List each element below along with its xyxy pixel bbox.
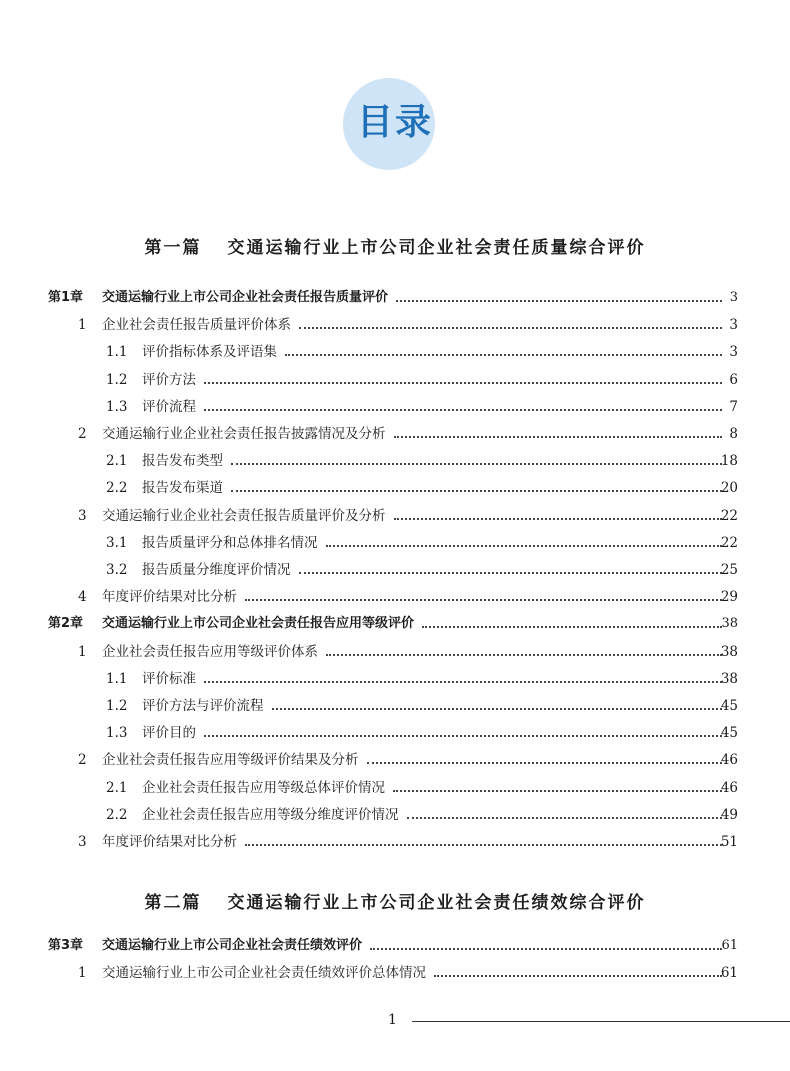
toc-entry-text: 交通运输行业企业社会责任报告质量评价及分析: [102, 507, 386, 524]
toc-entry-text: 交通运输行业上市公司企业社会责任绩效评价: [102, 938, 363, 953]
toc-entry-section[interactable]: [0, 586, 790, 608]
toc-entry-chapter[interactable]: [0, 613, 790, 635]
part-title: 交通运输行业上市公司企业社会责任质量综合评价: [227, 238, 646, 258]
toc-entry-leader: [102, 505, 722, 527]
toc-entry-page: 6: [729, 371, 738, 388]
dot-leader: [231, 490, 722, 492]
toc-entry-sub[interactable]: [0, 695, 790, 717]
toc-entry-text: 评价目的: [142, 725, 196, 742]
toc-entry-text: 报告质量评分和总体排名情况: [142, 534, 318, 551]
toc-entry-section[interactable]: [0, 641, 790, 663]
toc-entry-section[interactable]: [0, 505, 790, 527]
toc-entry-page: 45: [720, 698, 738, 714]
toc-entry-number: 4: [78, 589, 87, 606]
dot-leader: [204, 382, 722, 384]
part-number: 第一篇: [144, 238, 202, 258]
toc-entry-page: 25: [720, 562, 738, 578]
toc-entry-number: 3.1: [106, 534, 128, 551]
part-number: 第二篇: [144, 893, 202, 913]
toc-entry-sub[interactable]: [0, 369, 790, 391]
toc-entry-leader: [142, 695, 722, 717]
toc-entry-leader: [142, 450, 722, 472]
toc-entry-leader: [142, 777, 722, 799]
toc-entry-text: 企业社会责任报告应用等级评价体系: [102, 643, 318, 660]
toc-entry-chapter[interactable]: [0, 935, 790, 957]
dot-leader: [396, 300, 722, 302]
toc-entry-leader: [142, 722, 722, 744]
toc-entry-text: 评价指标体系及评语集: [142, 344, 277, 361]
dot-leader: [299, 572, 723, 574]
toc-entry-page: 3: [729, 317, 738, 334]
toc-entry-leader: [102, 287, 722, 309]
toc-entry-page: 3: [729, 344, 738, 361]
footer-rule: [412, 1021, 790, 1022]
toc-entry-sub[interactable]: [0, 559, 790, 581]
toc-entry-page: 29: [720, 589, 738, 606]
part-title: 交通运输行业上市公司企业社会责任绩效综合评价: [227, 893, 646, 913]
dot-leader: [245, 844, 722, 846]
toc-entry-section[interactable]: [0, 749, 790, 771]
toc-entry-leader: [142, 396, 722, 418]
toc-entry-page: 7: [729, 398, 738, 415]
toc-entry-leader: [102, 314, 722, 336]
toc-entry-number: 1.3: [106, 398, 128, 415]
toc-entry-text: 年度评价结果对比分析: [102, 834, 237, 850]
toc-entry-text: 评价方法与评价流程: [142, 698, 264, 714]
toc-entry-leader: [142, 559, 722, 581]
toc-entry-page: 38: [721, 616, 738, 632]
toc-entry-text: 交通运输行业上市公司企业社会责任绩效评价总体情况: [102, 965, 426, 982]
toc-entry-text: 报告发布类型: [142, 453, 223, 470]
toc-entry-text: 企业社会责任报告应用等级总体评价情况: [142, 779, 385, 796]
toc-entry-leader: [142, 477, 722, 499]
toc-entry-page: 46: [720, 779, 738, 796]
toc-entry-number: 1: [78, 965, 87, 982]
toc-entry-leader: [102, 935, 722, 957]
toc-entry-page: 61: [721, 938, 738, 953]
toc-entry-text: 评价标准: [142, 670, 196, 687]
toc-entry-page: 49: [720, 806, 738, 823]
toc-entry-number: 1: [78, 643, 87, 660]
toc-entry-number: 3.2: [106, 562, 128, 578]
dot-leader: [422, 626, 722, 628]
toc-entry-leader: [142, 341, 722, 363]
dot-leader: [231, 463, 722, 465]
toc-entry-page: 3: [729, 290, 738, 305]
toc-entry-page: 51: [720, 834, 738, 850]
dot-leader: [370, 948, 722, 950]
toc-entry-section[interactable]: [0, 962, 790, 984]
toc-entry-number: 2: [78, 752, 87, 769]
dot-leader: [245, 599, 722, 601]
dot-leader: [299, 327, 722, 329]
toc-entry-leader: [142, 804, 722, 826]
dot-leader: [326, 545, 723, 547]
toc-entry-number: 2.1: [106, 453, 128, 470]
toc-entry-number: 第1章: [48, 290, 84, 305]
toc-entry-leader: [102, 641, 722, 663]
toc-entry-text: 企业社会责任报告应用等级评价结果及分析: [102, 752, 359, 769]
toc-entry-page: 20: [720, 480, 738, 497]
toc-entry-leader: [102, 423, 722, 445]
toc-entry-leader: [102, 613, 722, 635]
toc-entry-text: 年度评价结果对比分析: [102, 589, 237, 606]
toc-entry-leader: [142, 532, 722, 554]
toc-entry-leader: [102, 962, 722, 984]
dot-leader: [204, 735, 722, 737]
toc-entry-number: 1.2: [106, 698, 128, 714]
toc-entry-sub[interactable]: [0, 396, 790, 418]
toc-entry-page: 38: [720, 670, 738, 687]
toc-entry-text: 评价方法: [142, 371, 196, 388]
toc-entry-number: 1.3: [106, 725, 128, 742]
toc-title-area: [0, 68, 790, 168]
toc-entry-sub[interactable]: [0, 804, 790, 826]
toc-entry-number: 1.1: [106, 670, 128, 687]
dot-leader: [285, 354, 722, 356]
toc-entry-sub[interactable]: [0, 450, 790, 472]
toc-entry-number: 1: [78, 317, 87, 334]
toc-entry-page: 45: [720, 725, 738, 742]
toc-entry-section[interactable]: [0, 423, 790, 445]
toc-entry-text: 交通运输行业上市公司企业社会责任报告应用等级评价: [102, 616, 415, 632]
toc-entry-number: 第3章: [48, 938, 84, 953]
toc-entry-leader: [142, 668, 722, 690]
dot-leader: [272, 708, 723, 710]
toc-entry-number: 3: [78, 507, 87, 524]
toc-entry-text: 评价流程: [142, 398, 196, 415]
dot-leader: [204, 681, 722, 683]
dot-leader: [407, 817, 723, 819]
part-heading: [0, 233, 790, 258]
dot-leader: [367, 762, 723, 764]
toc-entry-leader: [102, 586, 722, 608]
toc-entry-text: 交通运输行业企业社会责任报告披露情况及分析: [102, 426, 386, 442]
toc-entry-sub[interactable]: [0, 777, 790, 799]
dot-leader: [394, 518, 723, 520]
toc-entry-section[interactable]: [0, 831, 790, 853]
toc-entry-number: 2.2: [106, 806, 128, 823]
toc-entry-section[interactable]: [0, 314, 790, 336]
toc-entry-page: 38: [720, 643, 738, 660]
toc-entry-number: 2: [78, 426, 87, 442]
toc-entry-number: 1.1: [106, 344, 128, 361]
toc-entry-number: 1.2: [106, 371, 128, 388]
toc-entry-number: 第2章: [48, 616, 84, 632]
toc-title: 目录: [356, 102, 433, 143]
toc-entry-text: 报告发布渠道: [142, 480, 223, 497]
toc-entry-leader: [102, 831, 722, 853]
toc-entry-sub[interactable]: [0, 668, 790, 690]
dot-leader: [326, 654, 722, 656]
toc-entry-leader: [102, 749, 722, 771]
toc-entry-number: 3: [78, 834, 87, 850]
page-number: 1: [388, 1012, 397, 1028]
toc-entry-chapter[interactable]: [0, 287, 790, 309]
toc-entry-sub[interactable]: [0, 477, 790, 499]
toc-entry-sub[interactable]: [0, 532, 790, 554]
toc-entry-number: 2.2: [106, 480, 128, 497]
toc-entry-page: 8: [729, 426, 738, 442]
dot-leader: [204, 409, 722, 411]
toc-entry-page: 61: [720, 965, 738, 982]
toc-entry-sub[interactable]: [0, 722, 790, 744]
toc-entry-number: 2.1: [106, 779, 128, 796]
toc-entry-text: 交通运输行业上市公司企业社会责任报告质量评价: [102, 290, 389, 305]
toc-entry-page: 22: [720, 507, 738, 524]
dot-leader: [393, 790, 722, 792]
toc-entry-page: 18: [720, 453, 738, 470]
toc-entry-text: 报告质量分维度评价情况: [142, 562, 291, 578]
toc-entry-leader: [142, 369, 722, 391]
toc-entry-text: 企业社会责任报告质量评价体系: [102, 317, 291, 334]
toc-entry-sub[interactable]: [0, 341, 790, 363]
dot-leader: [434, 975, 722, 977]
toc-entry-page: 22: [720, 534, 738, 551]
dot-leader: [394, 436, 723, 438]
toc-entry-page: 46: [720, 752, 738, 769]
part-heading: [0, 888, 790, 913]
toc-entry-text: 企业社会责任报告应用等级分维度评价情况: [142, 806, 399, 823]
